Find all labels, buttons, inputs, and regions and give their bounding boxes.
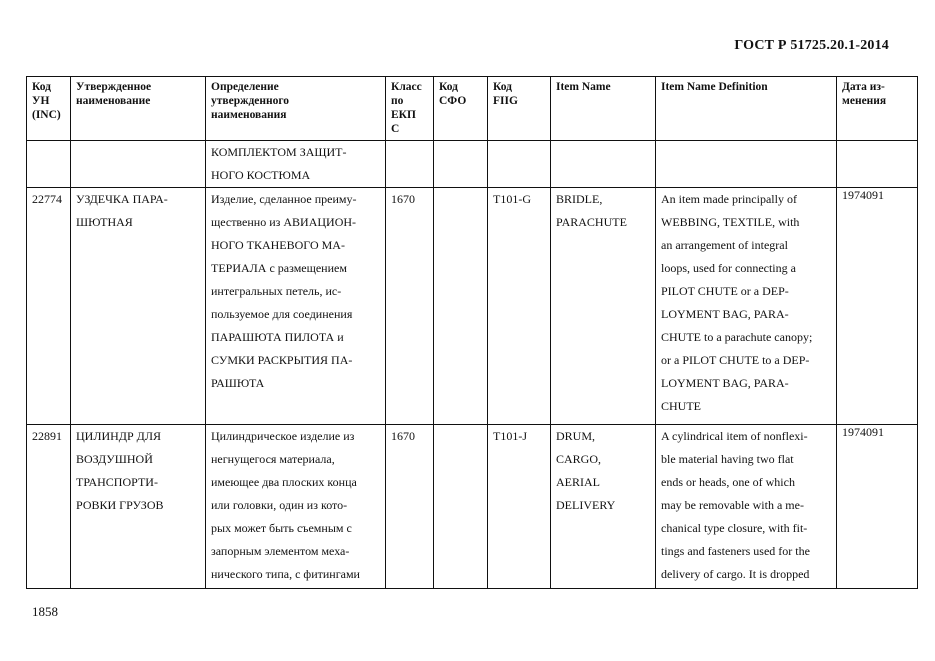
definition-ru-cell xyxy=(206,188,386,425)
cell-line: по xyxy=(391,95,404,107)
cell-line: DRUM, xyxy=(556,429,596,443)
col-header-class xyxy=(386,77,434,141)
col-header-definition-ru xyxy=(206,77,386,141)
cell-line: наименование xyxy=(76,95,151,107)
cell-line: ВОЗДУШНОЙ xyxy=(76,452,153,466)
cell-line: CHUTE to a parachute canopy; xyxy=(661,330,813,344)
date-cell xyxy=(837,425,918,589)
cell-line: Определение xyxy=(211,81,279,93)
col-header-sfo xyxy=(434,77,488,141)
cell-line: запорным элементом меха- xyxy=(211,544,350,558)
cell-line: 1670 xyxy=(391,429,415,443)
col-header-item-name xyxy=(551,77,656,141)
cell-line: Item Name Definition xyxy=(661,81,768,93)
sfo-cell xyxy=(434,425,488,589)
sfo-cell xyxy=(434,188,488,425)
cell-line: Item Name xyxy=(556,81,611,93)
cell-line: A cylindrical item of nonflexi- xyxy=(661,429,808,443)
inc-cell xyxy=(27,425,71,589)
col-header-fiig xyxy=(488,77,551,141)
cell-line: ШЮТНАЯ xyxy=(76,215,133,229)
cell-line: or a PILOT CHUTE to a DEP- xyxy=(661,353,810,367)
definition-en-cell xyxy=(656,425,837,589)
sfo-cell xyxy=(434,141,488,188)
cell-line: Цилиндрическое изделие из xyxy=(211,429,355,443)
cell-line: Код xyxy=(32,81,52,93)
definition-en-cell xyxy=(656,141,837,188)
cell-line: интегральных петель, ис- xyxy=(211,284,342,298)
cell-line: an arrangement of integral xyxy=(661,238,788,252)
cell-line: LOYMENT BAG, PARA- xyxy=(661,307,789,321)
definition-en-cell xyxy=(656,188,837,425)
cell-line: chanical type closure, with fit- xyxy=(661,521,808,535)
cell-line: Дата из- xyxy=(842,81,885,93)
cell-line: ends or heads, one of which xyxy=(661,475,795,489)
cell-line: РАШЮТА xyxy=(211,376,265,390)
class-cell xyxy=(386,141,434,188)
cell-line: ТЕРИАЛА с размещением xyxy=(211,261,347,275)
cell-line: DELIVERY xyxy=(556,498,616,512)
cell-line: РОВКИ ГРУЗОВ xyxy=(76,498,164,512)
cell-line: T101-G xyxy=(493,192,531,206)
col-header-definition-en xyxy=(656,77,837,141)
page-number: 1858 xyxy=(32,604,58,619)
cell-line: 1974091 xyxy=(842,188,884,202)
name-ru-cell xyxy=(71,141,206,188)
cell-line: delivery of cargo. It is dropped xyxy=(661,567,810,581)
name-ru-cell xyxy=(71,188,206,425)
table-row xyxy=(27,188,918,425)
header-row xyxy=(27,77,918,141)
cell-line: УЗДЕЧКА ПАРА- xyxy=(76,192,168,206)
cell-line: LOYMENT BAG, PARA- xyxy=(661,376,789,390)
cell-line: ЦИЛИНДР ДЛЯ xyxy=(76,429,161,443)
cell-line: ЕКП xyxy=(391,109,416,121)
cell-line: Изделие, сделанное преиму- xyxy=(211,192,357,206)
cell-line: ТРАНСПОРТИ- xyxy=(76,475,158,489)
cell-line: FIIG xyxy=(493,95,518,107)
definition-ru-cell xyxy=(206,425,386,589)
class-cell xyxy=(386,188,434,425)
cell-line: An item made principally of xyxy=(661,192,797,206)
cell-line: BRIDLE, xyxy=(556,192,603,206)
cell-line: нического типа, с фитингами xyxy=(211,567,360,581)
cell-line: may be removable with a me- xyxy=(661,498,804,512)
cell-line: СУМКИ РАСКРЫТИЯ ПА- xyxy=(211,353,353,367)
cell-line: WEBBING, TEXTILE, with xyxy=(661,215,800,229)
cell-line: НОГО ТКАНЕВОГО МА- xyxy=(211,238,345,252)
table-row xyxy=(27,141,918,188)
cell-line: щественно из АВИАЦИОН- xyxy=(211,215,357,229)
cell-line: НОГО КОСТЮМА xyxy=(211,168,311,182)
cell-line: рых может быть съемным с xyxy=(211,521,352,535)
cell-line: 22774 xyxy=(32,192,62,206)
cell-line: УН xyxy=(32,95,50,107)
table-row xyxy=(27,425,918,589)
cell-line: утвержденного xyxy=(211,95,290,107)
fiig-cell xyxy=(488,141,551,188)
col-header-inc xyxy=(27,77,71,141)
date-cell xyxy=(837,141,918,188)
fiig-cell xyxy=(488,425,551,589)
cell-line: Класс xyxy=(391,81,422,93)
item-name-cell xyxy=(551,425,656,589)
cell-line: СФО xyxy=(439,95,467,107)
cell-line: loops, used for connecting a xyxy=(661,261,796,275)
cell-line: Утвержденное xyxy=(76,81,152,93)
cell-line: 1670 xyxy=(391,192,415,206)
cell-line: Код xyxy=(493,81,513,93)
cell-line: ble material having two flat xyxy=(661,452,794,466)
cell-line: T101-J xyxy=(493,429,527,443)
cell-line: CARGO, xyxy=(556,452,602,466)
item-name-cell xyxy=(551,188,656,425)
cell-line: менения xyxy=(842,95,887,107)
name-ru-cell xyxy=(71,425,206,589)
cell-line: (INC) xyxy=(32,109,61,121)
cell-line: Код xyxy=(439,81,459,93)
inc-cell xyxy=(27,188,71,425)
nomenclature-table xyxy=(26,76,918,589)
cell-line: PILOT CHUTE or a DEP- xyxy=(661,284,789,298)
cell-line: имеющее два плоских конца xyxy=(211,475,357,489)
cell-line: AERIAL xyxy=(556,475,600,489)
cell-line: ПАРАШЮТА ПИЛОТА и xyxy=(211,330,344,344)
class-cell xyxy=(386,425,434,589)
fiig-cell xyxy=(488,188,551,425)
cell-line: 22891 xyxy=(32,429,62,443)
cell-line: 1974091 xyxy=(842,425,884,439)
date-cell xyxy=(837,188,918,425)
cell-line: или головки, один из кото- xyxy=(211,498,348,512)
cell-line: КОМПЛЕКТОМ ЗАЩИТ- xyxy=(211,145,347,159)
document-code: ГОСТ Р 51725.20.1-2014 xyxy=(734,38,889,53)
cell-line: tings and fasteners used for the xyxy=(661,544,810,558)
cell-line: CHUTE xyxy=(661,399,701,413)
cell-line: пользуемое для соединения xyxy=(211,307,353,321)
col-header-name-ru xyxy=(71,77,206,141)
definition-ru-cell xyxy=(206,141,386,188)
cell-line: негнущегося материала, xyxy=(211,452,335,466)
col-header-date xyxy=(837,77,918,141)
cell-line: PARACHUTE xyxy=(556,215,627,229)
item-name-cell xyxy=(551,141,656,188)
cell-line: наименования xyxy=(211,109,287,121)
cell-line: С xyxy=(391,123,400,135)
inc-cell xyxy=(27,141,71,188)
